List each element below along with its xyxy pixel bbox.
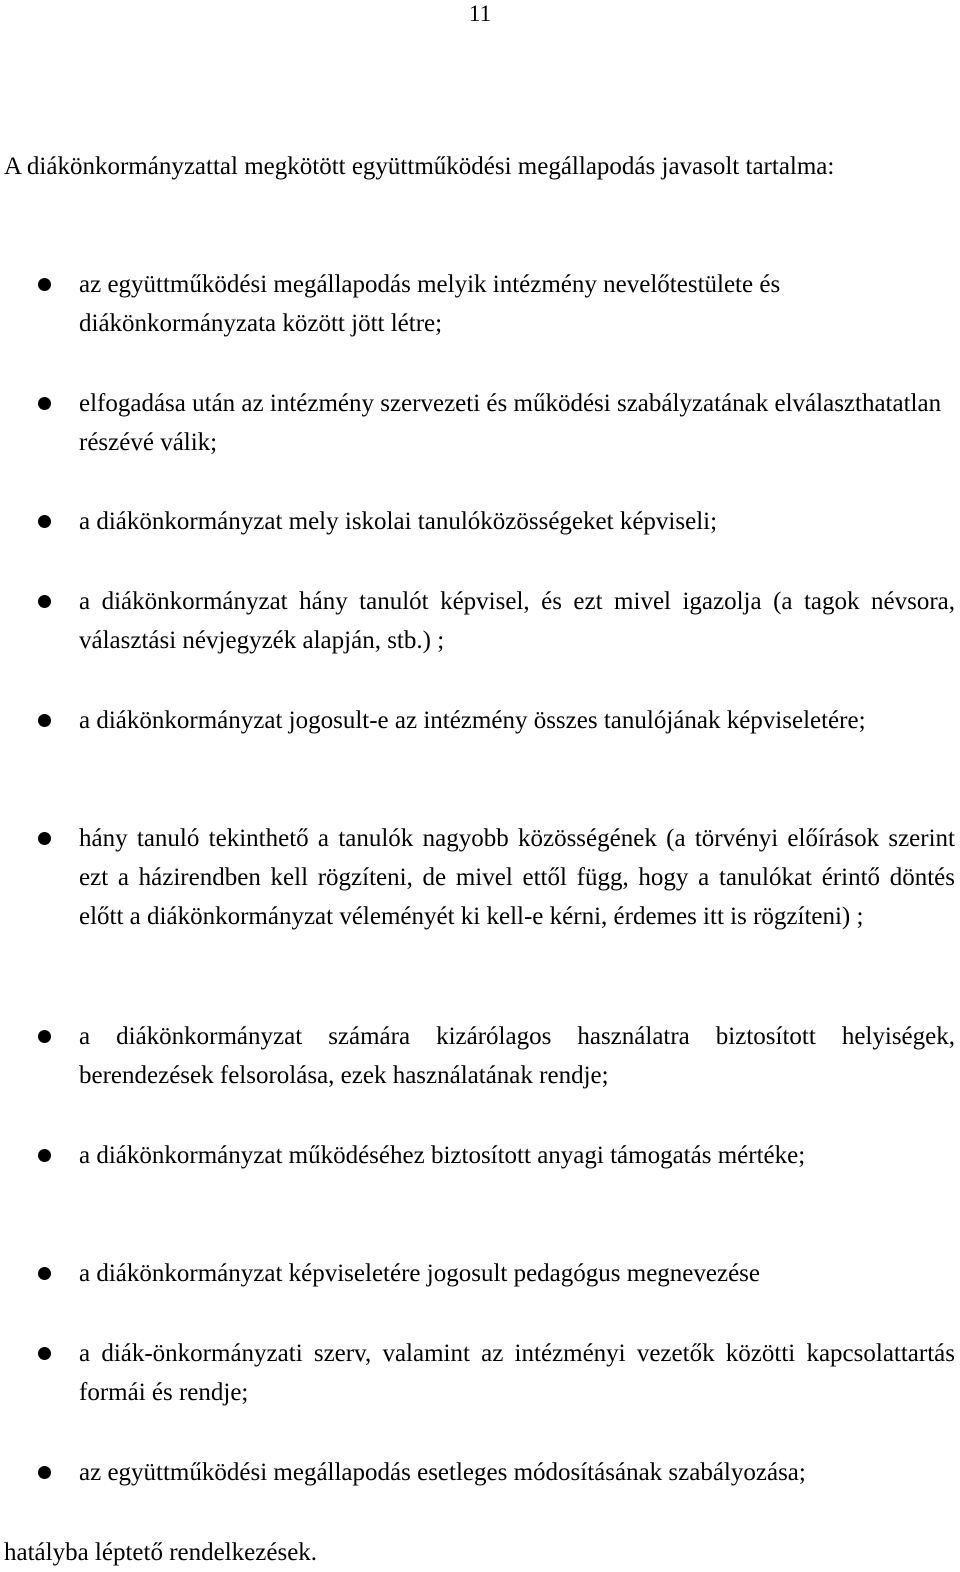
list-item-text: a diákönkormányzat képviseletére jogosult pedagógus megnevezése (79, 1260, 761, 1287)
list-item-text: a diák-önkormányzati szerv, valamint az intézményi vezetők közötti kapcsolattartás formái és rendje; (79, 1340, 955, 1406)
list-item-text: a diákönkormányzat mely iskolai tanulóközösségeket képviseli; (79, 508, 718, 535)
bullet-icon (38, 714, 51, 727)
bullet-icon (38, 1466, 51, 1479)
bullet-icon (38, 595, 51, 608)
list-item-text: a diákönkormányzat működéséhez biztosított anyagi támogatás mértéke; (79, 1142, 806, 1169)
list-item-text: a diákönkormányzat hány tanulót képvisel, és ezt mivel igazolja (a tagok névsora, választási névjegyzék alapján, stb.) ; (79, 588, 955, 654)
bullet-icon (38, 1267, 51, 1280)
list-item-text: a diákönkormányzat számára kizárólagos használatra biztosított helyiségek, berendezések felsorolása, ezek használatának rendje; (79, 1023, 955, 1089)
intro-paragraph: A diákönkormányzattal megkötött együttműködési megállapodás javasolt tartalma: (4, 153, 835, 180)
list-item-text: hány tanuló tekinthető a tanulók nagyobb közösségének (a törvényi előírások szerint ezt a házirendben kell rögzíteni, de mivel ettől függ, hogy a tanulókat érintő döntés előtt a diákönkormányzat véleményét ki kell-e kérni, érdemes itt is rögzíteni) ; (79, 825, 955, 930)
closing-line: hatályba léptető rendelkezések. (4, 1539, 318, 1566)
page-number: 11 (468, 1, 492, 26)
bullet-icon (38, 278, 51, 291)
bullet-icon (38, 1030, 51, 1043)
list-item-text: a diákönkormányzat jogosult-e az intézmény összes tanulójának képviseletére; (79, 707, 866, 734)
list-item-text: az együttműködési megállapodás esetleges módosításának szabályozása; (79, 1459, 806, 1486)
bullet-icon (38, 1149, 51, 1162)
list-item-text: elfogadása után az intézmény szervezeti és működési szabályzatának elválaszthatatlan részévé válik; (79, 390, 942, 456)
list-item-text: az együttműködési megállapodás melyik intézmény nevelőtestülete és diákönkormányzata között jött létre; (79, 271, 781, 337)
bullet-icon (38, 397, 51, 410)
bullet-icon (38, 832, 51, 845)
bullet-icon (38, 515, 51, 528)
bullet-icon (38, 1347, 51, 1360)
